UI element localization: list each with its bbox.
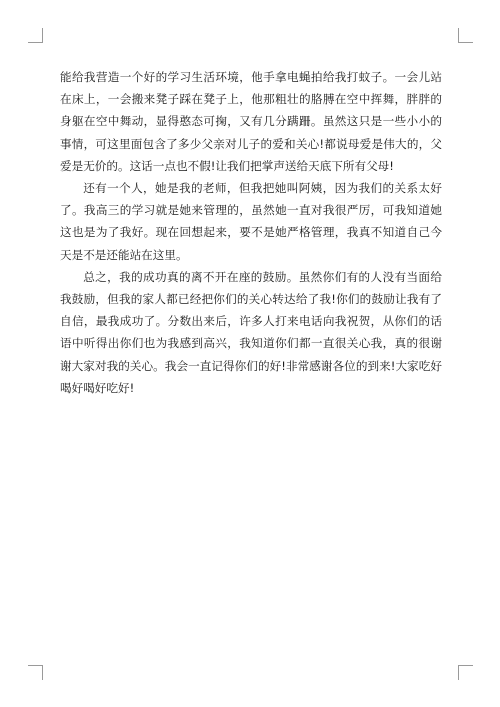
corner-mark-top-right: [458, 28, 473, 43]
paragraph-2: 还有一个人，她是我的老师，但我把她叫阿姨，因为我们的关系太好了。我高三的学习就是她来管理的，虽然她一直对我很严厉，可我知道她这也是为了我好。现在回想起来，要不是她严格管理，我真不知道自己今天是不是还能站在这里。: [60, 181, 442, 262]
corner-mark-bottom-left: [28, 665, 43, 680]
paragraph-1: 能给我营造一个好的学习生活环境，他手拿电蝇拍给我打蚊子。一会儿站在床上，一会搬来凳子踩在凳子上，他那粗壮的胳膊在空中挥舞，胖胖的身躯在空中舞动，显得憨态可掬，又有几分蹒跚。虽然这只是一些小小的事情，可这里面包含了多少父亲对儿子的爱和关心!都说母爱是伟大的，父爱是无价的。这话一点也不假!让我们把掌声送给天底下所有父母!: [60, 70, 442, 173]
corner-mark-top-left: [28, 28, 43, 43]
corner-mark-bottom-right: [458, 665, 473, 680]
document-body: [60, 66, 442, 399]
paragraph-3: 总之，我的成功真的离不开在座的鼓励。虽然你们有的人没有当面给我鼓励，但我的家人都已经把你们的关心转达给了我!你们的鼓励让我有了自信，最我成功了。分数出来后，许多人打来电话向我祝贺，从你们的话语中听得出你们也为我感到高兴，我知道你们都一直很关心我，真的很谢谢大家对我的关心。我会一直记得你们的好!非常感谢各位的到来!大家吃好喝好喝好吃好!: [60, 269, 442, 395]
